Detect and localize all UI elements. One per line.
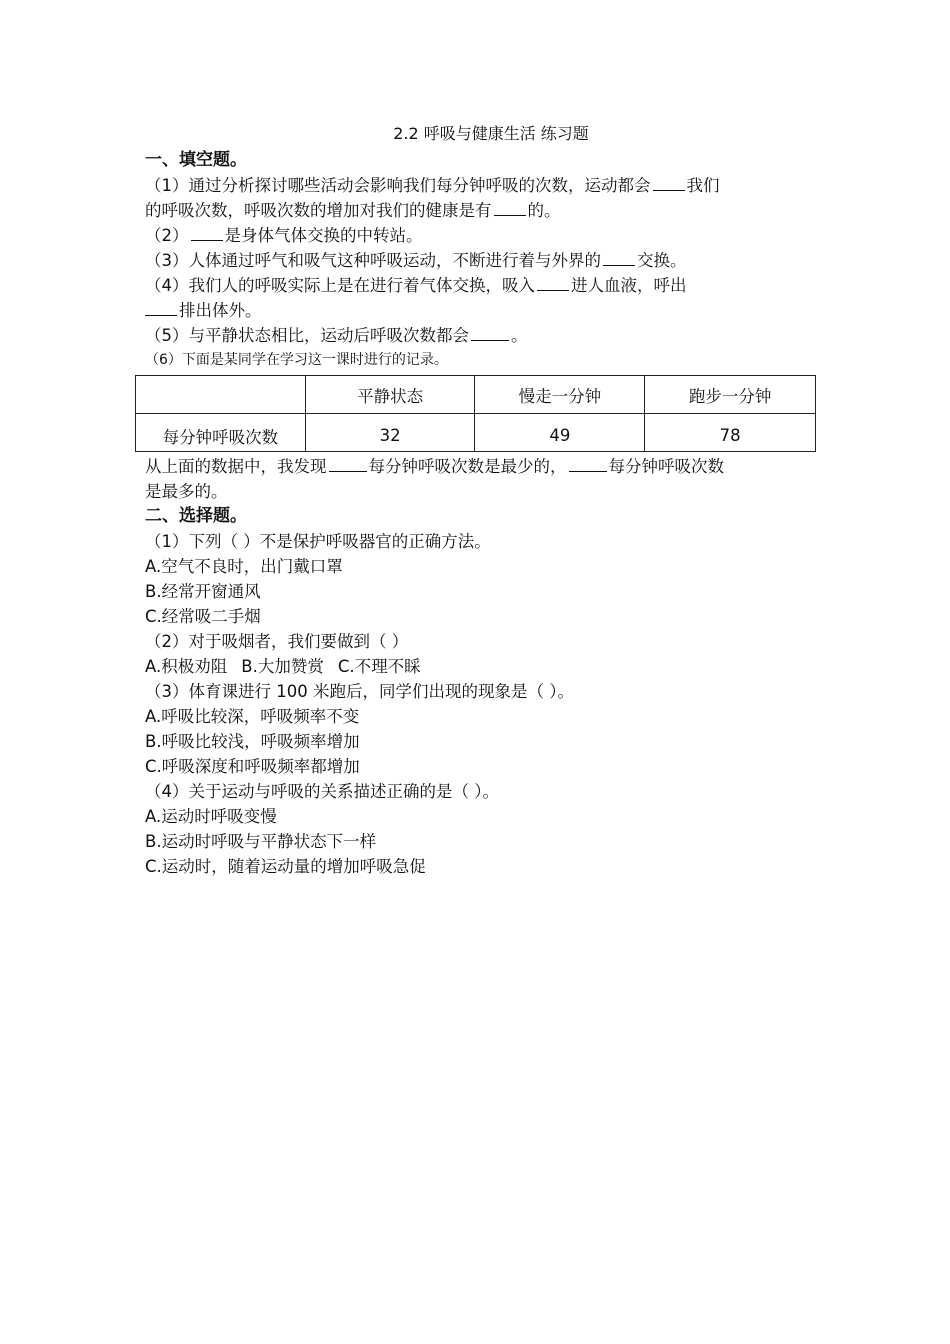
page-title: 2.2 呼吸与健康生活 练习题 [393, 124, 589, 143]
answer-blank[interactable] [603, 249, 635, 266]
question-1-6-line-1 [145, 454, 817, 479]
option-2-3-c: C.呼吸深度和呼吸频率都增加 [145, 757, 360, 776]
question-1-3 [145, 248, 817, 273]
options-2-2 [145, 654, 817, 679]
question-text: 排出体外。 [179, 301, 262, 320]
question-2-3: （3）体育课进行 100 米跑后，同学们出现的现象是（ ）。 [145, 682, 574, 701]
question-text: 是身体气体交换的中转站。 [224, 226, 423, 245]
question-text: 从上面的数据中，我发现 [145, 457, 327, 476]
question-text: （2） [145, 226, 189, 245]
question-text: （1）通过分析探讨哪些活动会影响我们每分钟呼吸的次数，运动都会 [145, 176, 651, 195]
table-header-cell: 平静状态 [305, 376, 475, 414]
question-1-4-line-1 [145, 273, 817, 298]
option-2-3-b: B.呼吸比较浅，呼吸频率增加 [145, 732, 360, 751]
answer-blank[interactable] [569, 455, 607, 472]
question-text: 每分钟呼吸次数 [608, 457, 724, 476]
question-text: 交换。 [637, 251, 687, 270]
option-2-4-c: C.运动时，随着运动量的增加呼吸急促 [145, 857, 426, 876]
question-text: （3）人体通过呼气和吸气这种呼吸运动，不断进行着与外界的 [145, 251, 601, 270]
section-heading-fill-blank: 一、填空题。 [145, 150, 247, 170]
table-cell: 49 [475, 414, 645, 452]
question-1-1-line-1 [145, 173, 817, 198]
answer-blank[interactable] [653, 174, 685, 191]
option-2-4-b: B.运动时呼吸与平静状态下一样 [145, 832, 377, 851]
question-text: （5）与平静状态相比，运动后呼吸次数都会 [145, 326, 469, 345]
table-row-label: 每分钟呼吸次数 [136, 414, 306, 452]
option-2-2-c: C.不理不睬 [337, 657, 421, 676]
section-heading-multiple-choice: 二、选择题。 [145, 506, 247, 526]
question-text: （4）我们人的呼吸实际上是在进行着气体交换，吸入 [145, 276, 535, 295]
question-text: 我们 [686, 176, 720, 195]
option-2-2-b: B.大加赞赏 [241, 657, 324, 676]
table-header-cell: 慢走一分钟 [475, 376, 645, 414]
answer-blank[interactable] [145, 299, 177, 316]
question-text: 每分钟呼吸次数是最少的， [368, 457, 567, 476]
question-2-1: （1）下列（ ）不是保护呼吸器官的正确方法。 [145, 532, 491, 551]
answer-blank[interactable] [191, 224, 223, 241]
question-1-6-intro: （6）下面是某同学在学习这一课时进行的记录。 [145, 352, 448, 368]
question-1-1-line-2 [145, 198, 817, 223]
breathing-record-table [135, 375, 816, 452]
document-content [145, 120, 817, 879]
table-header-row [136, 376, 816, 414]
answer-blank[interactable] [471, 324, 509, 341]
option-2-4-a: A.运动时呼吸变慢 [145, 807, 277, 826]
question-1-6-line-2: 是最多的。 [145, 482, 228, 501]
option-2-1-c: C.经常吸二手烟 [145, 607, 261, 626]
answer-blank[interactable] [537, 274, 569, 291]
question-text: 的。 [527, 201, 561, 220]
question-2-4: （4）关于运动与呼吸的关系描述正确的是（ ）。 [145, 782, 499, 801]
question-text: 进人血液，呼出 [571, 276, 687, 295]
answer-blank[interactable] [494, 199, 526, 216]
question-1-4-line-2 [145, 298, 817, 323]
question-text: 的呼吸次数，呼吸次数的增加对我们的健康是有 [145, 201, 492, 220]
table-cell: 32 [305, 414, 475, 452]
table-header-cell [136, 376, 306, 414]
option-2-1-a: A.空气不良时，出门戴口罩 [145, 557, 343, 576]
table-cell: 78 [645, 414, 816, 452]
question-2-2: （2）对于吸烟者，我们要做到（ ） [145, 632, 409, 651]
question-text: 。 [511, 326, 528, 345]
option-2-3-a: A.呼吸比较深，呼吸频率不变 [145, 707, 360, 726]
table-header-cell: 跑步一分钟 [645, 376, 816, 414]
question-1-2 [145, 223, 817, 248]
question-1-5 [145, 323, 817, 348]
option-2-1-b: B.经常开窗通风 [145, 582, 261, 601]
option-2-2-a: A.积极劝阻 [145, 657, 228, 676]
table-row [136, 414, 816, 452]
answer-blank[interactable] [329, 455, 367, 472]
